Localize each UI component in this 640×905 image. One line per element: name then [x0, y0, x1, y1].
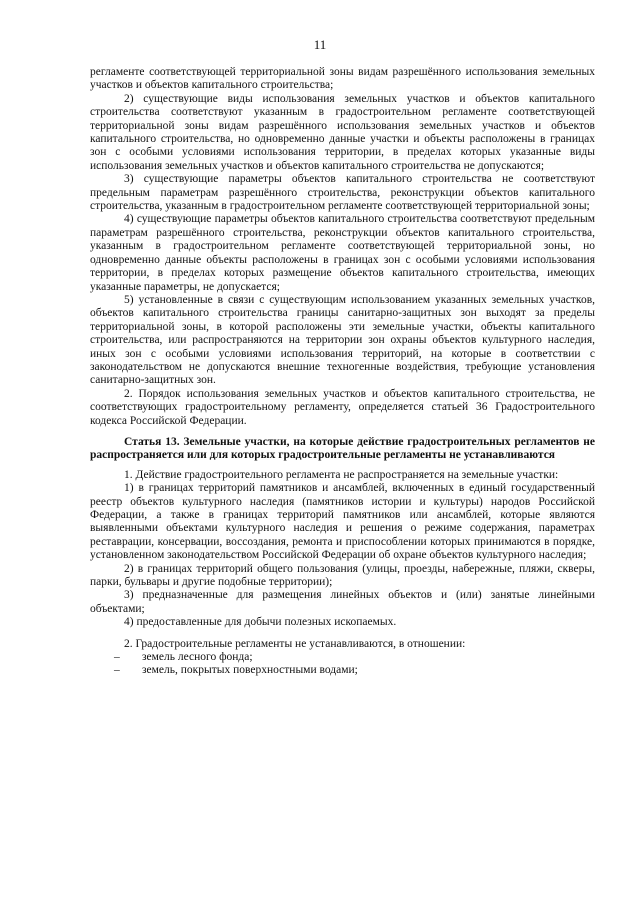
dash-bullet-icon: – — [114, 664, 120, 677]
page-number: 11 — [313, 37, 327, 52]
paragraph-continuation: регламенте соответствующей территориальной зоны видам разрешённого использования земельных участков и объектов капитального строительства; — [90, 66, 595, 92]
paragraph-article-item-1: 1) в границах территорий памятников и ансамблей, включенных в единый государственный реестр объектов культурного наследия (памятников истории и культуры) народов Российской Федерации, а также в границах территорий памятников или ансамблей, которые являются выявленными объектами культурного наследия и решения о режиме содержания, параметрах реставрации, консервации, воссоздания, ремонта и приспособлении которых принимаются в порядке, установленном законодательством Российской Федерации об охране объектов культурного наследия; — [90, 482, 595, 562]
document-body — [90, 66, 595, 678]
paragraph-item-4: 4) существующие параметры объектов капитального строительства соответствуют предельным параметрам разрешённого строительства, реконструкции объектов капитального строительства, указанным в градостроительном регламенте соответствующей территориальной зоны, но одновременно данные объекты расположены в границах зон с особыми условиями использования территории, в пределах которых размещение объектов капитального строительства, имеющих указанные параметры, не допускается; — [90, 213, 595, 293]
paragraph-article-point-1: 1. Действие градостроительного регламента не распространяется на земельные участки: — [124, 468, 559, 481]
dash-list-item — [114, 664, 595, 677]
article-13-heading: Статья 13. Земельные участки, на которые действие градостроительных регламентов не распространяется или для которых градостроительные регламенты не устанавливаются — [90, 435, 595, 462]
dash-item-text: земель лесного фонда; — [142, 651, 253, 664]
paragraph-article-item-4: 4) предоставленные для добычи полезных ископаемых. — [124, 616, 397, 629]
paragraph-item-2: 2) существующие виды использования земельных участков и объектов капитального строительства соответствуют указанным в градостроительном регламенте соответствующей территориальной зоны видам разрешённого использования земельных участков и объектов капитального строительства, но одновременно данные участки и объекты расположены в границах зон с особыми условиями использования территории, в пределах которых указанные виды использования земельных участков и объектов капитального строительства не допускаются; — [90, 92, 595, 172]
dash-bullet-icon: – — [114, 651, 120, 664]
paragraph-article-item-3: 3) предназначенные для размещения линейных объектов и (или) занятые линейными объектами; — [90, 589, 595, 615]
dash-item-text: земель, покрытых поверхностными водами; — [142, 664, 358, 677]
dash-list — [90, 651, 595, 678]
paragraph-point-2: 2. Порядок использования земельных участков и объектов капитального строительства, не соответствующих градостроительному регламенту, определяется статьей 36 Градостроительного кодекса Российской Федерации. — [90, 387, 595, 427]
dash-list-item — [114, 651, 595, 664]
paragraph-item-3: 3) существующие параметры объектов капитального строительства не соответствуют предельным параметрам разрешённого строительства, реконструкции объектов капитального строительства, указанным в градостроительном регламенте соответствующей территориальной зоны; — [90, 173, 595, 213]
paragraph-item-5: 5) установленные в связи с существующим использованием указанных земельных участков, объектов капитального строительства границы санитарно-защитных зон выходят за пределы территориальной зоны, в которой расположены эти земельные участки, объекты капитального строительства, или распространяются на территории зон охраны объектов культурного наследия, иных зон с особыми условиями использования территорий, на которые в соответствии с законодательством не допускаются внешние техногенные воздействия, требующие установления санитарно-защитных зон. — [90, 293, 595, 387]
paragraph-article-item-2: 2) в границах территорий общего пользования (улицы, проезды, набережные, пляжи, скверы, парки, бульвары и другие подобные территории); — [90, 562, 595, 589]
paragraph-regulations: 2. Градостроительные регламенты не устанавливаются, в отношении: — [124, 637, 466, 650]
